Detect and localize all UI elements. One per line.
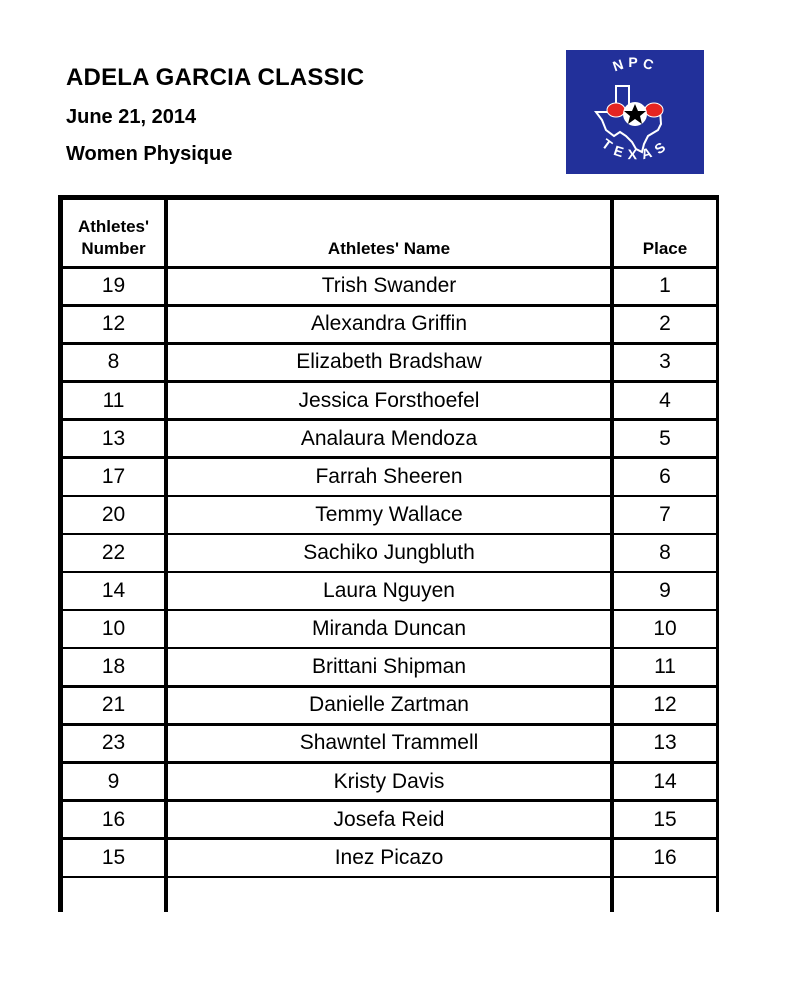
place-cell: 4 [614,383,716,419]
athlete-name-cell: Alexandra Griffin [168,307,610,343]
results-table [58,195,719,912]
athlete-name-cell: Analaura Mendoza [168,421,610,457]
place-cell: 10 [614,611,716,647]
place-cell: 6 [614,459,716,495]
athlete-name-cell: Danielle Zartman [168,688,610,724]
athlete-number-cell [63,878,164,914]
column-header-place: Place [614,200,716,266]
column-header-number: Athletes' Number [63,200,164,266]
athlete-number-cell: 23 [63,726,164,762]
event-title: ADELA GARCIA CLASSIC [66,64,365,91]
athlete-name-cell: Josefa Reid [168,802,610,838]
athlete-name-cell: Inez Picazo [168,840,610,876]
athlete-name-cell: Elizabeth Bradshaw [168,345,610,381]
logo-top-text: NPC [610,54,660,75]
place-cell: 12 [614,688,716,724]
athlete-number-cell: 18 [63,649,164,685]
place-cell: 9 [614,573,716,609]
place-cell [614,878,716,914]
place-cell: 13 [614,726,716,762]
athlete-number-cell: 11 [63,383,164,419]
athlete-number-cell: 20 [63,497,164,533]
athlete-name-cell: Shawntel Trammell [168,726,610,762]
event-date: June 21, 2014 [66,106,197,128]
place-cell: 7 [614,497,716,533]
athlete-name-cell: Laura Nguyen [168,573,610,609]
athlete-number-cell: 12 [63,307,164,343]
athlete-number-cell: 22 [63,535,164,571]
athlete-name-cell: Temmy Wallace [168,497,610,533]
column-header-name: Athletes' Name [168,200,610,266]
athlete-name-cell [168,878,610,914]
npc-texas-logo [566,50,704,174]
athlete-number-cell: 19 [63,269,164,305]
place-cell: 15 [614,802,716,838]
place-cell: 11 [614,649,716,685]
logo-bottom-text: TEXAS [598,135,674,163]
athlete-name-cell: Jessica Forsthoefel [168,383,610,419]
athlete-name-cell: Miranda Duncan [168,611,610,647]
division-name: Women Physique [66,143,233,165]
athlete-number-cell: 9 [63,764,164,800]
athlete-name-cell: Kristy Davis [168,764,610,800]
place-cell: 8 [614,535,716,571]
place-cell: 5 [614,421,716,457]
athlete-name-cell: Trish Swander [168,269,610,305]
athlete-number-cell: 13 [63,421,164,457]
place-cell: 1 [614,269,716,305]
athlete-number-cell: 10 [63,611,164,647]
athlete-number-cell: 16 [63,802,164,838]
athlete-number-cell: 14 [63,573,164,609]
athlete-number-cell: 21 [63,688,164,724]
athlete-number-cell: 15 [63,840,164,876]
place-cell: 3 [614,345,716,381]
place-cell: 2 [614,307,716,343]
athlete-name-cell: Farrah Sheeren [168,459,610,495]
athlete-name-cell: Sachiko Jungbluth [168,535,610,571]
athlete-number-cell: 8 [63,345,164,381]
place-cell: 14 [614,764,716,800]
place-cell: 16 [614,840,716,876]
athlete-name-cell: Brittani Shipman [168,649,610,685]
athlete-number-cell: 17 [63,459,164,495]
